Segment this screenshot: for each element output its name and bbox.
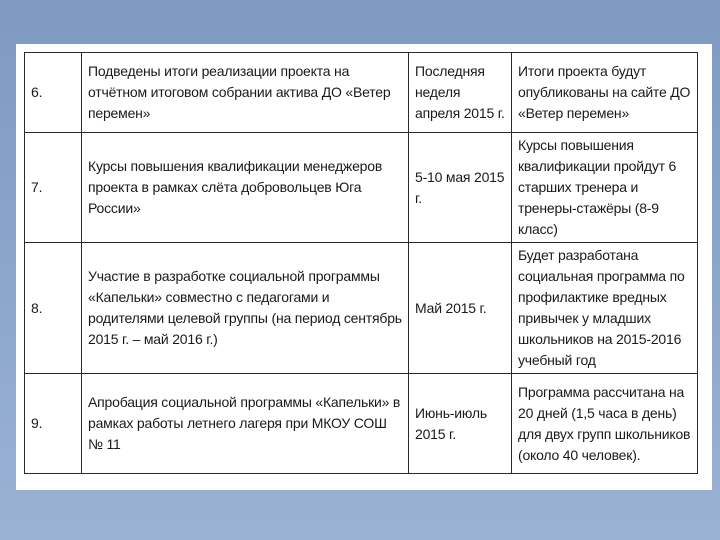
row-number: 8. — [25, 243, 82, 374]
row-number: 6. — [25, 53, 82, 133]
date-cell: 5-10 мая 2015 г. — [409, 133, 512, 243]
project-plan-table — [24, 52, 698, 474]
row-number: 9. — [25, 374, 82, 474]
task-cell: Участие в разработке социальной программы «Капельки» совместно с педагогами и родителями целевой группы (на период сентябрь 2015 г. – май 2016 г.) — [82, 243, 409, 374]
table-row — [25, 374, 698, 474]
task-cell: Курсы повышения квалификации менеджеров проекта в рамках слёта добровольцев Юга России» — [82, 133, 409, 243]
task-cell: Апробация социальной программы «Капельки» в рамках работы летнего лагеря при МКОУ СОШ № 11 — [82, 374, 409, 474]
result-cell: Программа рассчитана на 20 дней (1,5 часа в день) для двух групп школьников (около 40 человек). — [512, 374, 698, 474]
result-cell: Курсы повышения квалификации пройдут 6 старших тренера и тренеры-стажёры (8-9 класс) — [512, 133, 698, 243]
table-row — [25, 53, 698, 133]
date-cell: Июнь-июль 2015 г. — [409, 374, 512, 474]
result-cell: Итоги проекта будут опубликованы на сайте ДО «Ветер перемен» — [512, 53, 698, 133]
table-row — [25, 243, 698, 374]
table-row — [25, 133, 698, 243]
task-cell: Подведены итоги реализации проекта на отчётном итоговом собрании актива ДО «Ветер перемен» — [82, 53, 409, 133]
row-number: 7. — [25, 133, 82, 243]
date-cell: Последняя неделя апреля 2015 г. — [409, 53, 512, 133]
result-cell: Будет разработана социальная программа по профилактике вредных привычек у младших школьников на 2015-2016 учебный год — [512, 243, 698, 374]
date-cell: Май 2015 г. — [409, 243, 512, 374]
